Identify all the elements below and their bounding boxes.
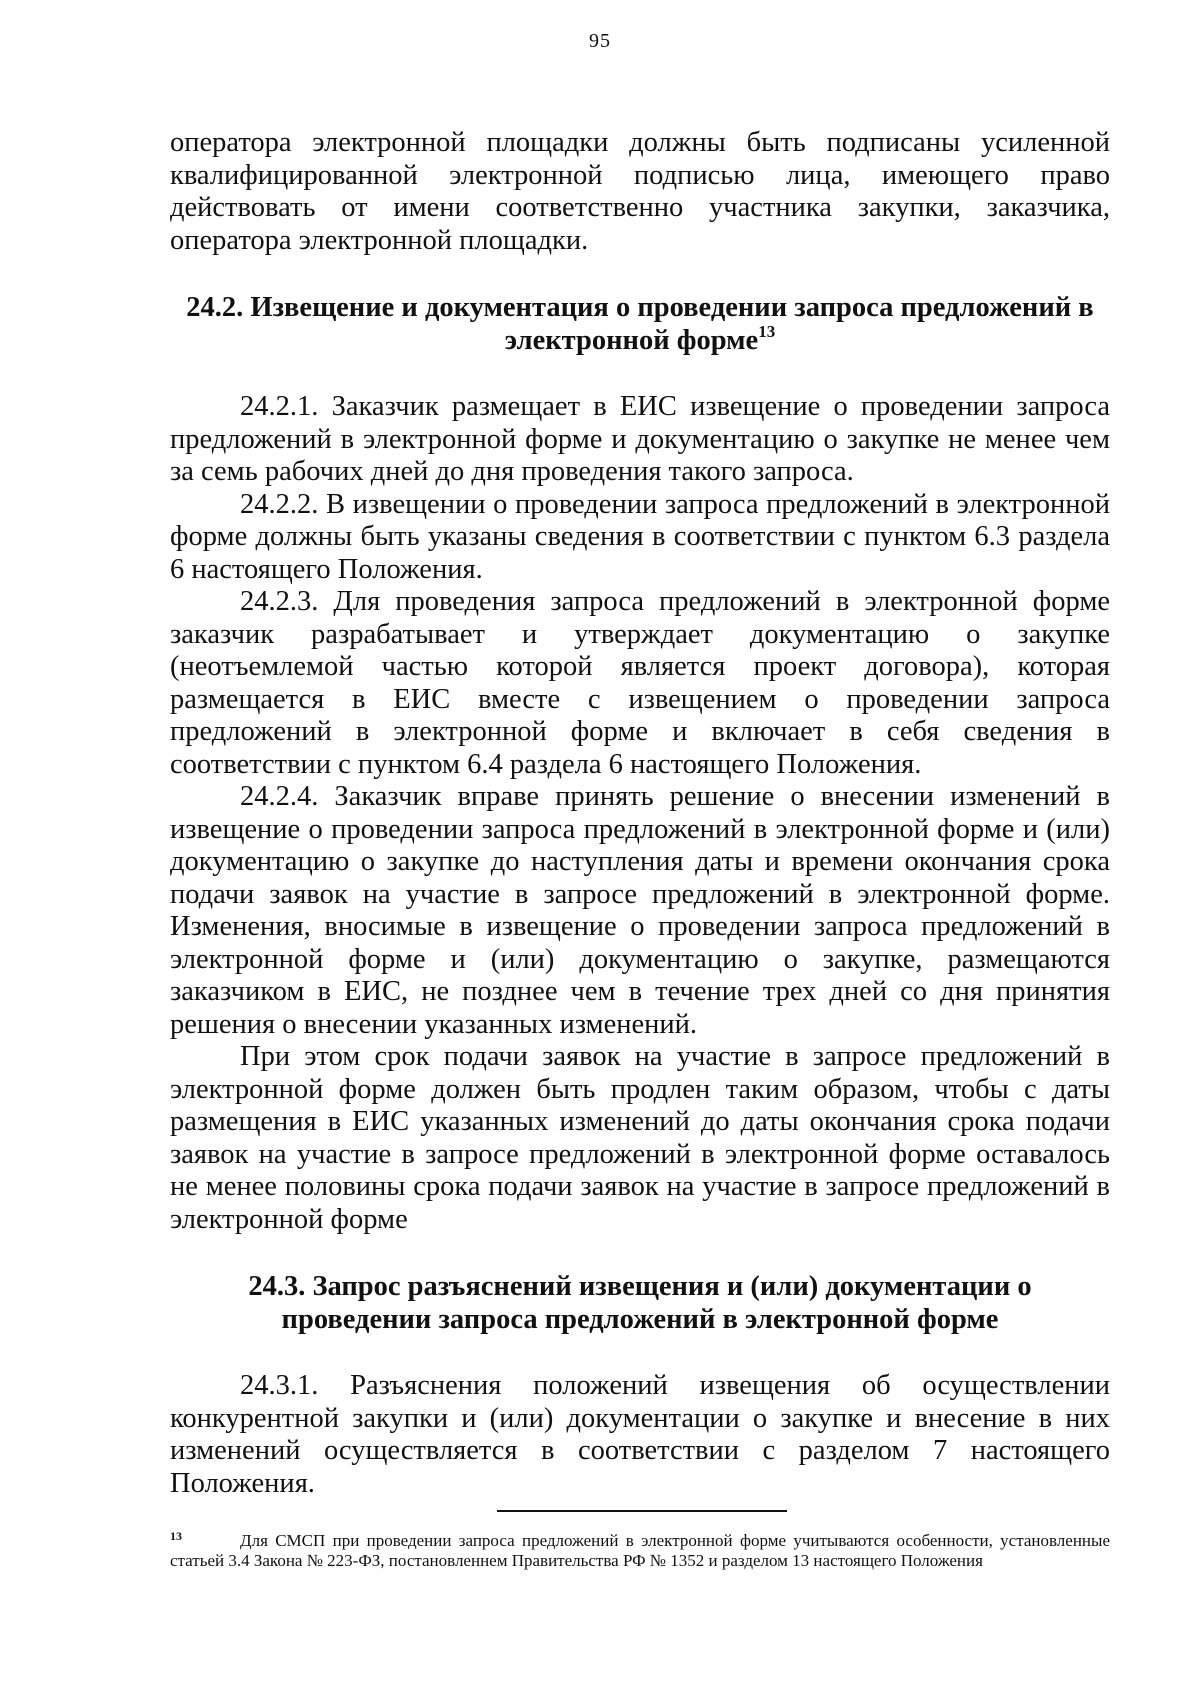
paragraph-24-2-2: 24.2.2. В извещении о проведении запроса предложений в электронной форме должны быть указаны сведения в соответствии с пунктом 6.3 раздела 6 настоящего Положения. <box>170 488 1110 585</box>
section-heading-24-3: 24.3. Запрос разъяснений извещения и (или) документации о проведении запроса предложений в электронной форме <box>248 1271 1032 1335</box>
footnote-divider <box>497 1510 787 1512</box>
footnote-reference: 13 <box>758 322 776 341</box>
paragraph-deadline-extension: При этом срок подачи заявок на участие в запросе предложений в электронной форме должен быть продлен таким образом, чтобы с даты размещения в ЕИС указанных изменений до даты окончания срока подачи заявок на участие в запросе предложений в электронной форме оставалось не менее половины срока подачи заявок на участие в запросе предложений в электронной форме <box>170 1041 1110 1235</box>
section-heading-24-2 <box>170 291 1110 357</box>
paragraph-24-2-3: 24.2.3. Для проведения запроса предложений в электронной форме заказчик разрабатывает и утверждает документацию о закупке (неотъемлемой частью которой является проект договора), которая размещается в ЕИС вместе с извещением о проведении запроса предложений в электронной форме и включает в себя сведения в соответствии с пунктом 6.4 раздела 6 настоящего Положения. <box>170 586 1110 780</box>
footnote-text: Для СМСП при проведении запроса предложений в электронной форме учитываются особенности, установленные статьей 3.4 Закона № 223-ФЗ, постановленнем Правительства РФ № 1352 и разделом 13 настоящего Положения <box>170 1531 1110 1570</box>
page-number: 95 <box>589 30 611 52</box>
document-body <box>170 127 1110 1500</box>
paragraph-24-3-1: 24.3.1. Разъяснения положений извещения об осуществлении конкурентной закупки и (или) документации о закупке и внесение в них изменений осуществляется в соответствии с разделом 7 настоящего Положения. <box>170 1370 1110 1499</box>
paragraph-24-2-4: 24.2.4. Заказчик вправе принять решение о внесении изменений в извещение о проведении запроса предложений в электронной форме и (или) документацию о закупке до наступления даты и времени окончания срока подачи заявок на участие в запросе предложений в электронной форме. Изменения, вносимые в извещение о проведении запроса предложений в электронной форме и (или) документацию о закупке, размещаются заказчиком в ЕИС, не позднее чем в течение трех дней со дня принятия решения о внесении указанных изменений. <box>170 781 1110 1040</box>
paragraph-24-2-1: 24.2.1. Заказчик размещает в ЕИС извещение о проведении запроса предложений в электронной форме и документацию о закупке не менее чем за семь рабочих дней до дня проведения такого запроса. <box>170 391 1110 487</box>
footnote-mark: 13 <box>170 1529 182 1543</box>
footnote <box>170 1526 1110 1571</box>
section-heading-24-2-text: 24.2. Извещение и документация о проведении запроса предложений в электронной форме <box>186 292 1094 356</box>
paragraph-operator-signature: оператора электронной площадки должны быть подписаны усиленной квалифицированной электронной подписью лица, имеющего право действовать от имени соответственно участника закупки, заказчика, оператора электронной площадки. <box>170 127 1110 256</box>
